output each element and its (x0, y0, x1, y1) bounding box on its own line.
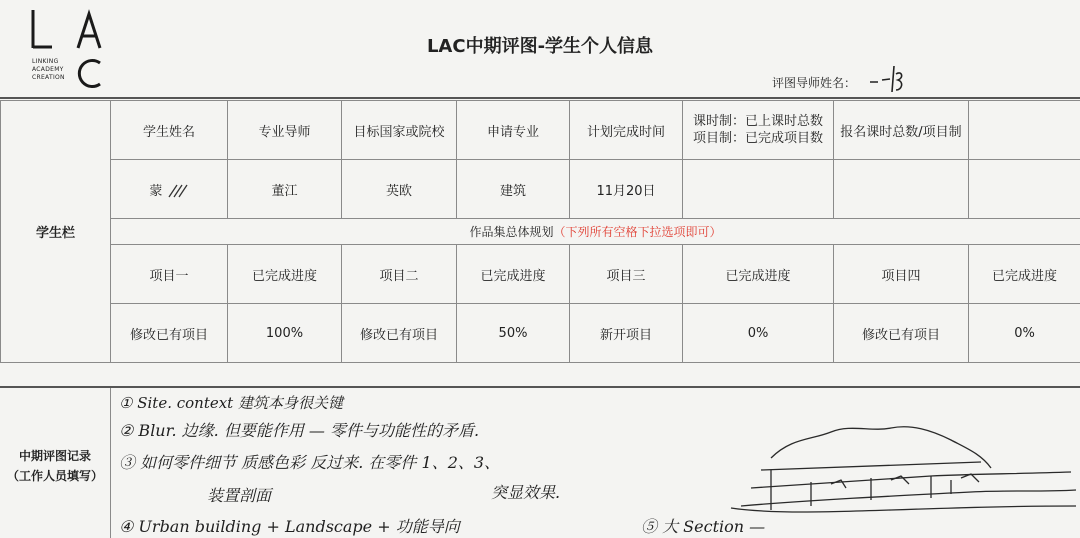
header-project-2: 项目二 (342, 245, 457, 304)
progress-4-value[interactable]: 0% (969, 304, 1080, 363)
header-progress-count: 课时制：已上课时总数 项目制：已完成项目数 (683, 101, 834, 160)
progress-1-value[interactable]: 100% (228, 304, 342, 363)
logo-tagline: LINKING ACADEMY CREATION (32, 58, 65, 81)
project-2-value[interactable]: 修改已有项目 (342, 304, 457, 363)
handwritten-notes (111, 388, 1080, 538)
landscape-sketch (731, 427, 1076, 512)
header-project-4: 项目四 (834, 245, 969, 304)
note-line-1: ① Site. context 建筑本身很关键 (119, 394, 343, 412)
project-4-value[interactable]: 修改已有项目 (834, 304, 969, 363)
progress-3-value[interactable]: 0% (683, 304, 834, 363)
header-total-hours: 报名课时总数/项目制 (834, 101, 969, 160)
date-value[interactable]: 11月20日 (570, 160, 683, 219)
progress-2-value[interactable]: 50% (457, 304, 570, 363)
advisor-signature (868, 60, 918, 94)
header-progress-3: 已完成进度 (683, 245, 834, 304)
advisor-name-label: 评图导师姓名： (772, 76, 857, 90)
student-info-table (0, 100, 1080, 363)
progress-count-value[interactable] (683, 160, 834, 219)
header-project-3: 项目三 (570, 245, 683, 304)
note-line-3c: 突显效果. (491, 483, 561, 502)
tutor-value[interactable]: 董江 (228, 160, 342, 219)
total-hours-value[interactable] (834, 160, 969, 219)
page-title: LAC中期评图-学生个人信息 (426, 36, 654, 57)
header-major: 申请专业 (457, 101, 570, 160)
project-3-value[interactable]: 新开项目 (570, 304, 683, 363)
project-1-value[interactable]: 修改已有项目 (111, 304, 228, 363)
header-progress-4: 已完成进度 (969, 245, 1080, 304)
header-student-name: 学生姓名 (111, 101, 228, 160)
header-empty (969, 101, 1080, 160)
redaction-hatch (167, 184, 189, 198)
header-tutor: 专业导师 (228, 101, 342, 160)
portfolio-plan-note: （下列所有空格下拉选项即可） (553, 225, 722, 239)
header-progress-1: 已完成进度 (228, 245, 342, 304)
header-rule (0, 97, 1080, 99)
note-line-3b: 装置剖面 (207, 486, 272, 505)
header-progress-2: 已完成进度 (457, 245, 570, 304)
note-line-2: ② Blur. 边缘. 但要能作用 — 零件与功能性的矛盾. (119, 421, 480, 440)
major-value[interactable]: 建筑 (457, 160, 570, 219)
portfolio-plan-row (111, 219, 1080, 245)
student-name-cell[interactable] (111, 160, 228, 219)
country-value[interactable]: 英欧 (342, 160, 457, 219)
note-line-3: ③ 如何零件细节 质感色彩 反过来. 在零件 1、2、3、 (119, 453, 501, 472)
header-project-1: 项目一 (111, 245, 228, 304)
header-target-country: 目标国家或院校 (342, 101, 457, 160)
portfolio-plan-title: 作品集总体规划 (469, 225, 554, 239)
note-line-5: ⑤ 大 Section — (641, 517, 766, 536)
header-plan-date: 计划完成时间 (570, 101, 683, 160)
review-record-label: 中期评图记录 （工作人员填写） (6, 449, 103, 483)
student-name: 蒙 (149, 183, 163, 199)
section-label-student: 学生栏 (1, 101, 111, 363)
note-line-4: ④ Urban building + Landscape + 功能导向 (119, 517, 460, 536)
empty-value[interactable] (969, 160, 1080, 219)
